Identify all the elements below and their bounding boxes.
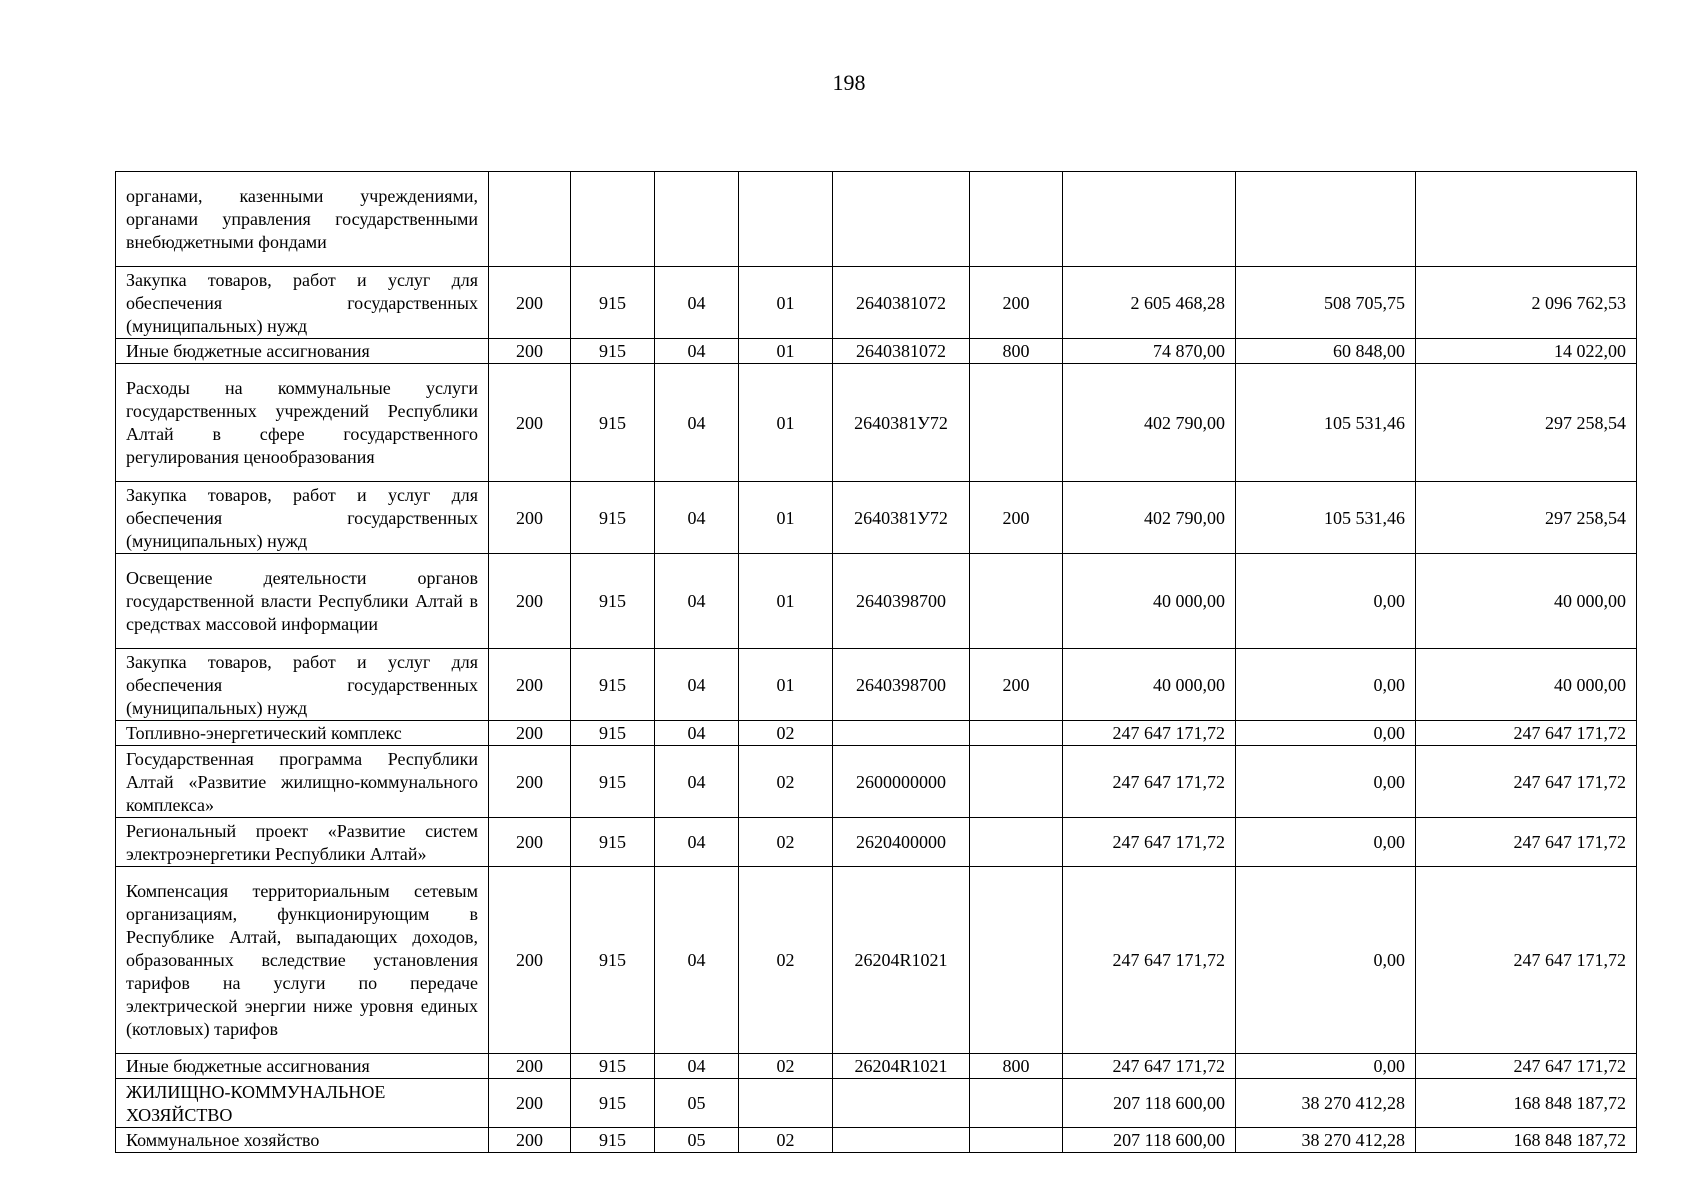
code-subsection: 01 bbox=[739, 339, 833, 364]
amount-executed: 0,00 bbox=[1236, 1054, 1416, 1079]
amount-remaining: 247 647 171,72 bbox=[1416, 746, 1637, 818]
row-description: органами, казенными учреждениями, органами управления государственными внебюджетными фондами bbox=[116, 172, 489, 267]
code-target-article: 2640398700 bbox=[833, 649, 970, 721]
amount-approved bbox=[1063, 172, 1236, 267]
amount-executed: 0,00 bbox=[1236, 554, 1416, 649]
code-subsection: 02 bbox=[739, 1128, 833, 1153]
code-section: 04 bbox=[655, 364, 739, 482]
amount-approved: 40 000,00 bbox=[1063, 649, 1236, 721]
amount-executed: 0,00 bbox=[1236, 721, 1416, 746]
code-admin: 200 bbox=[489, 721, 571, 746]
row-description: Освещение деятельности органов государственной власти Республики Алтай в средствах массовой информации bbox=[116, 554, 489, 649]
amount-executed: 105 531,46 bbox=[1236, 364, 1416, 482]
amount-remaining: 247 647 171,72 bbox=[1416, 818, 1637, 867]
code-target-article: 2640381У72 bbox=[833, 482, 970, 554]
row-description: Топливно-энергетический комплекс bbox=[116, 721, 489, 746]
amount-executed: 0,00 bbox=[1236, 818, 1416, 867]
table-row bbox=[116, 721, 1637, 746]
row-description: Иные бюджетные ассигнования bbox=[116, 339, 489, 364]
code-target-article: 2640381072 bbox=[833, 267, 970, 339]
code-subsection: 02 bbox=[739, 746, 833, 818]
code-admin: 200 bbox=[489, 649, 571, 721]
amount-approved: 207 118 600,00 bbox=[1063, 1079, 1236, 1128]
amount-remaining: 168 848 187,72 bbox=[1416, 1079, 1637, 1128]
amount-approved: 40 000,00 bbox=[1063, 554, 1236, 649]
code-expense-type bbox=[970, 746, 1063, 818]
code-expense-type bbox=[970, 1128, 1063, 1153]
code-target-article bbox=[833, 721, 970, 746]
code-subsection bbox=[739, 172, 833, 267]
amount-executed: 0,00 bbox=[1236, 867, 1416, 1054]
code-expense-type: 800 bbox=[970, 1054, 1063, 1079]
code-expense-type: 200 bbox=[970, 649, 1063, 721]
code-ministry: 915 bbox=[571, 867, 655, 1054]
code-admin: 200 bbox=[489, 1054, 571, 1079]
code-section: 04 bbox=[655, 554, 739, 649]
code-ministry: 915 bbox=[571, 1128, 655, 1153]
amount-remaining: 247 647 171,72 bbox=[1416, 867, 1637, 1054]
code-target-article: 2600000000 bbox=[833, 746, 970, 818]
table-row bbox=[116, 1079, 1637, 1128]
budget-table bbox=[115, 171, 1637, 1153]
row-description: Закупка товаров, работ и услуг для обеспечения государственных (муниципальных) нужд bbox=[116, 267, 489, 339]
table-row bbox=[116, 339, 1637, 364]
amount-approved: 247 647 171,72 bbox=[1063, 1054, 1236, 1079]
code-admin: 200 bbox=[489, 339, 571, 364]
code-admin: 200 bbox=[489, 364, 571, 482]
code-expense-type bbox=[970, 721, 1063, 746]
table-row bbox=[116, 1054, 1637, 1079]
code-subsection: 02 bbox=[739, 1054, 833, 1079]
amount-remaining: 297 258,54 bbox=[1416, 482, 1637, 554]
code-section: 04 bbox=[655, 1054, 739, 1079]
row-description: Расходы на коммунальные услуги государственных учреждений Республики Алтай в сфере государственного регулирования ценообразования bbox=[116, 364, 489, 482]
code-target-article: 26204R1021 bbox=[833, 1054, 970, 1079]
code-section: 04 bbox=[655, 267, 739, 339]
code-subsection: 01 bbox=[739, 649, 833, 721]
code-ministry: 915 bbox=[571, 649, 655, 721]
code-admin: 200 bbox=[489, 554, 571, 649]
code-subsection: 01 bbox=[739, 482, 833, 554]
row-description: Иные бюджетные ассигнования bbox=[116, 1054, 489, 1079]
code-subsection: 01 bbox=[739, 364, 833, 482]
amount-approved: 247 647 171,72 bbox=[1063, 746, 1236, 818]
page-number: 198 bbox=[832, 70, 866, 95]
code-expense-type bbox=[970, 364, 1063, 482]
row-description: Региональный проект «Развитие систем электроэнергетики Республики Алтай» bbox=[116, 818, 489, 867]
code-admin bbox=[489, 172, 571, 267]
table-row bbox=[116, 818, 1637, 867]
amount-executed: 0,00 bbox=[1236, 649, 1416, 721]
amount-approved: 247 647 171,72 bbox=[1063, 818, 1236, 867]
code-subsection: 01 bbox=[739, 554, 833, 649]
code-subsection: 02 bbox=[739, 721, 833, 746]
amount-approved: 402 790,00 bbox=[1063, 482, 1236, 554]
code-section: 04 bbox=[655, 867, 739, 1054]
amount-approved: 2 605 468,28 bbox=[1063, 267, 1236, 339]
code-section bbox=[655, 172, 739, 267]
code-section: 05 bbox=[655, 1079, 739, 1128]
table-row bbox=[116, 364, 1637, 482]
code-section: 04 bbox=[655, 649, 739, 721]
amount-approved: 74 870,00 bbox=[1063, 339, 1236, 364]
amount-executed: 38 270 412,28 bbox=[1236, 1079, 1416, 1128]
row-description: Закупка товаров, работ и услуг для обеспечения государственных (муниципальных) нужд bbox=[116, 482, 489, 554]
code-subsection: 01 bbox=[739, 267, 833, 339]
table-row bbox=[116, 482, 1637, 554]
code-admin: 200 bbox=[489, 867, 571, 1054]
amount-executed: 0,00 bbox=[1236, 746, 1416, 818]
code-target-article bbox=[833, 172, 970, 267]
code-ministry bbox=[571, 172, 655, 267]
code-target-article bbox=[833, 1079, 970, 1128]
code-target-article: 2640398700 bbox=[833, 554, 970, 649]
row-description: Закупка товаров, работ и услуг для обеспечения государственных (муниципальных) нужд bbox=[116, 649, 489, 721]
code-ministry: 915 bbox=[571, 364, 655, 482]
table-row bbox=[116, 867, 1637, 1054]
code-ministry: 915 bbox=[571, 267, 655, 339]
amount-remaining: 247 647 171,72 bbox=[1416, 721, 1637, 746]
code-section: 04 bbox=[655, 721, 739, 746]
code-ministry: 915 bbox=[571, 482, 655, 554]
code-expense-type bbox=[970, 867, 1063, 1054]
code-admin: 200 bbox=[489, 482, 571, 554]
amount-approved: 247 647 171,72 bbox=[1063, 867, 1236, 1054]
table-row bbox=[116, 1128, 1637, 1153]
code-section: 04 bbox=[655, 746, 739, 818]
code-expense-type bbox=[970, 1079, 1063, 1128]
code-subsection: 02 bbox=[739, 818, 833, 867]
amount-remaining: 40 000,00 bbox=[1416, 649, 1637, 721]
code-admin: 200 bbox=[489, 267, 571, 339]
amount-executed: 508 705,75 bbox=[1236, 267, 1416, 339]
code-admin: 200 bbox=[489, 746, 571, 818]
row-description: Компенсация территориальным сетевым организациям, функционирующим в Республике Алтай, выпадающих доходов, образованных вследствие установления тарифов на услуги по передаче электрической энергии ниже уровня единых (котловых) тарифов bbox=[116, 867, 489, 1054]
code-subsection: 02 bbox=[739, 867, 833, 1054]
table-row bbox=[116, 649, 1637, 721]
code-target-article: 2640381072 bbox=[833, 339, 970, 364]
code-ministry: 915 bbox=[571, 554, 655, 649]
code-target-article: 2620400000 bbox=[833, 818, 970, 867]
amount-remaining: 168 848 187,72 bbox=[1416, 1128, 1637, 1153]
amount-remaining: 14 022,00 bbox=[1416, 339, 1637, 364]
code-target-article: 26204R1021 bbox=[833, 867, 970, 1054]
amount-executed: 60 848,00 bbox=[1236, 339, 1416, 364]
code-ministry: 915 bbox=[571, 1054, 655, 1079]
amount-remaining bbox=[1416, 172, 1637, 267]
amount-remaining: 247 647 171,72 bbox=[1416, 1054, 1637, 1079]
amount-executed bbox=[1236, 172, 1416, 267]
code-ministry: 915 bbox=[571, 818, 655, 867]
code-section: 04 bbox=[655, 482, 739, 554]
code-target-article: 2640381У72 bbox=[833, 364, 970, 482]
amount-remaining: 40 000,00 bbox=[1416, 554, 1637, 649]
table-row bbox=[116, 172, 1637, 267]
amount-approved: 247 647 171,72 bbox=[1063, 721, 1236, 746]
row-description: ЖИЛИЩНО-КОММУНАЛЬНОЕ ХОЗЯЙСТВО bbox=[116, 1079, 489, 1128]
row-description: Коммунальное хозяйство bbox=[116, 1128, 489, 1153]
amount-remaining: 2 096 762,53 bbox=[1416, 267, 1637, 339]
code-ministry: 915 bbox=[571, 1079, 655, 1128]
table-row bbox=[116, 554, 1637, 649]
code-section: 04 bbox=[655, 818, 739, 867]
amount-approved: 207 118 600,00 bbox=[1063, 1128, 1236, 1153]
code-expense-type: 800 bbox=[970, 339, 1063, 364]
code-admin: 200 bbox=[489, 818, 571, 867]
code-expense-type bbox=[970, 554, 1063, 649]
code-subsection bbox=[739, 1079, 833, 1128]
code-expense-type: 200 bbox=[970, 267, 1063, 339]
code-expense-type bbox=[970, 818, 1063, 867]
code-target-article bbox=[833, 1128, 970, 1153]
amount-executed: 105 531,46 bbox=[1236, 482, 1416, 554]
table-row bbox=[116, 746, 1637, 818]
code-section: 04 bbox=[655, 339, 739, 364]
code-ministry: 915 bbox=[571, 746, 655, 818]
amount-executed: 38 270 412,28 bbox=[1236, 1128, 1416, 1153]
code-admin: 200 bbox=[489, 1128, 571, 1153]
code-section: 05 bbox=[655, 1128, 739, 1153]
amount-remaining: 297 258,54 bbox=[1416, 364, 1637, 482]
amount-approved: 402 790,00 bbox=[1063, 364, 1236, 482]
row-description: Государственная программа Республики Алтай «Развитие жилищно-коммунального комплекса» bbox=[116, 746, 489, 818]
code-ministry: 915 bbox=[571, 721, 655, 746]
code-ministry: 915 bbox=[571, 339, 655, 364]
table-row bbox=[116, 267, 1637, 339]
code-admin: 200 bbox=[489, 1079, 571, 1128]
code-expense-type bbox=[970, 172, 1063, 267]
code-expense-type: 200 bbox=[970, 482, 1063, 554]
